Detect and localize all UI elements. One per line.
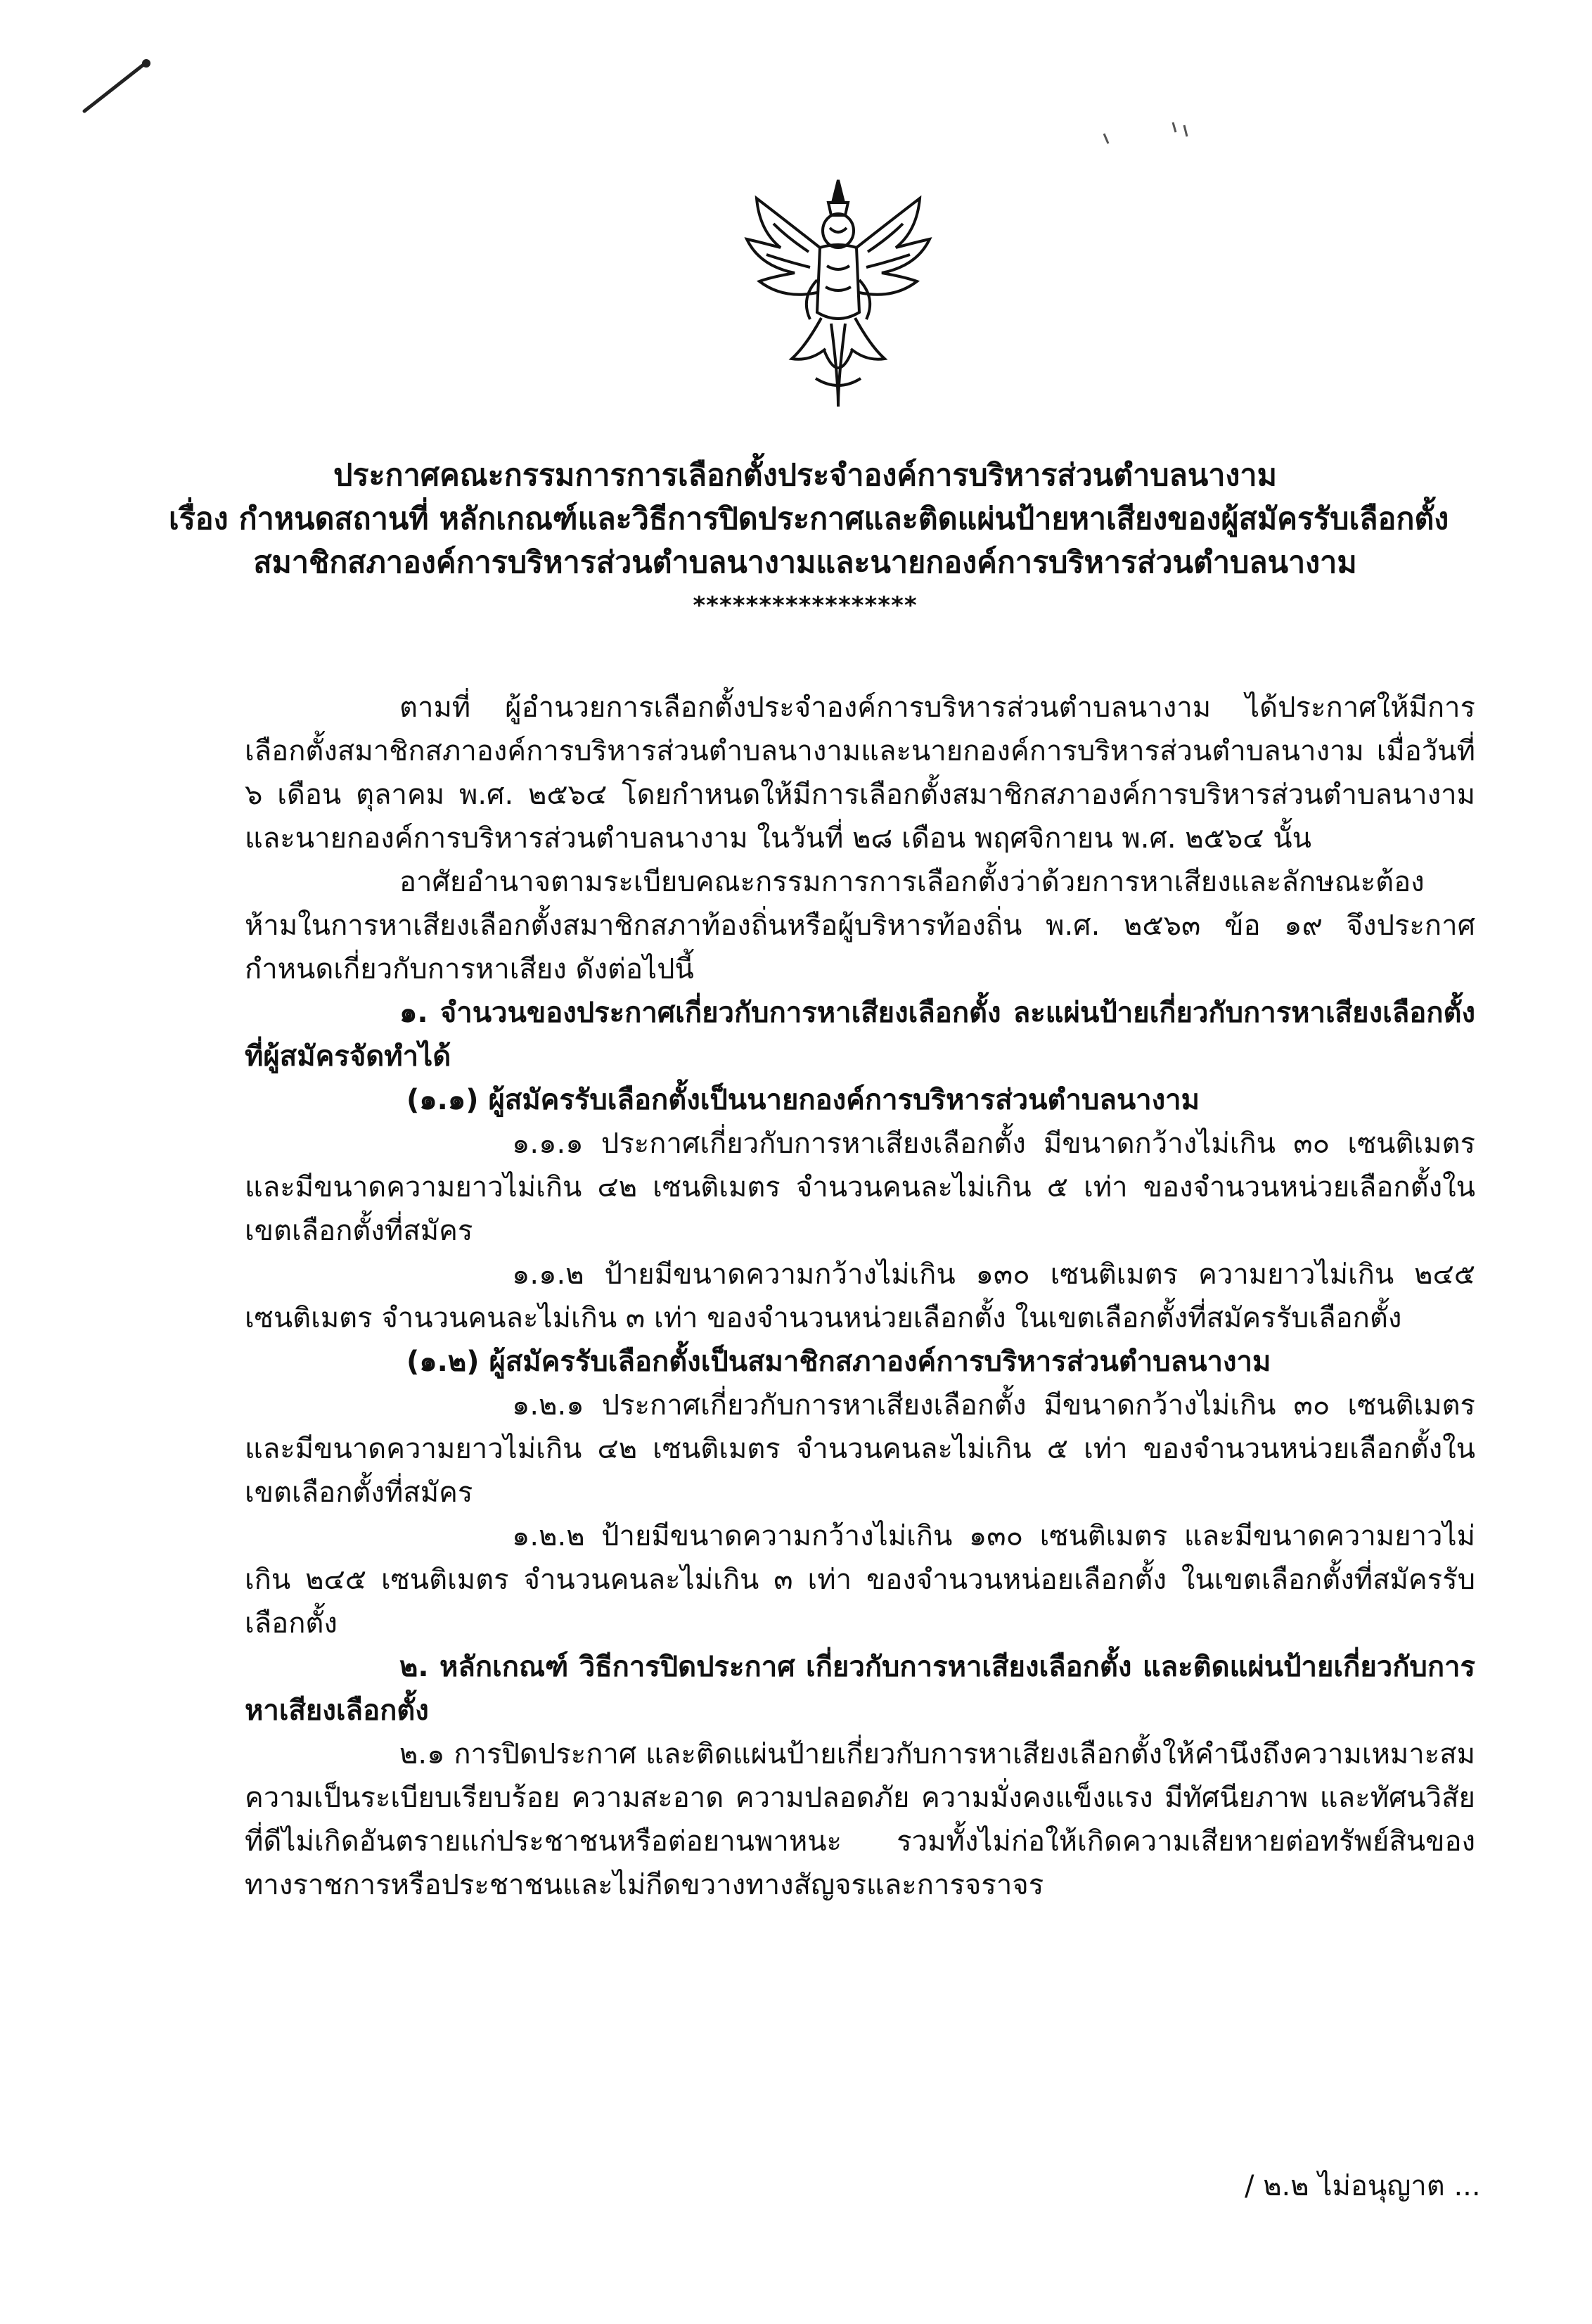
announcement-body xyxy=(245,686,1475,1907)
section-2-heading: ๒. หลักเกณฑ์ วิธีการปิดประกาศ เกี่ยวกับการหาเสียงเลือกตั้ง และติดแผ่นป้ายเกี่ยวกับการหาเสียงเลือกตั้ง xyxy=(245,1651,1475,1727)
announcement-title: ประกาศคณะกรรมการการเลือกตั้งประจำองค์การบริหารส่วนตำบลนางาม xyxy=(333,458,1277,493)
garuda-emblem-icon xyxy=(731,174,945,414)
clause-1-1-1: ๑.๑.๑ ประกาศเกี่ยวกับการหาเสียงเลือกตั้ง มีขนาดกว้างไม่เกิน ๓๐ เซนติเมตร และมีขนาดความยาวไม่เกิน ๔๒ เซนติเมตร จำนวนคนละไม่เกิน ๕ เท่า ของจำนวนหน่วยเลือกตั้งในเขตเลือกตั้งที่สมัคร xyxy=(245,1128,1475,1247)
scan-artifact-mark xyxy=(1097,113,1202,155)
clause-1-2-2: ๑.๒.๒ ป้ายมีขนาดความกว้างไม่เกิน ๑๓๐ เซนติเมตร และมีขนาดความยาวไม่เกิน ๒๔๕ เซนติเมตร จำนวนคนละไม่เกิน ๓ เท่า ของจำนวนหน่อยเลือกตั้ง ในเขตเลือกตั้งที่สมัครรับเลือกตั้ง xyxy=(245,1520,1475,1640)
announcement-subject-line-2: สมาชิกสภาองค์การบริหารส่วนตำบลนางามและนายกองค์การบริหารส่วนตำบลนางาม xyxy=(253,545,1357,580)
section-1-1-heading: (๑.๑) ผู้สมัครรับเลือกตั้งเป็นนายกองค์การบริหารส่วนตำบลนางาม xyxy=(406,1084,1200,1116)
announcement-subject-line-1: เรื่อง กำหนดสถานที่ หลักเกณฑ์และวิธีการปิดประกาศและติดแผ่นป้ายหาเสียงของผู้สมัครรับเลือกตั้ง xyxy=(169,502,1449,537)
paragraph-background: ตามที่ ผู้อำนวยการเลือกตั้งประจำองค์การบริหารส่วนตำบลนางาม ได้ประกาศให้มีการเลือกตั้งสมาชิกสภาองค์การบริหารส่วนตำบลนางามและนายกองค์การบริหารส่วนตำบลนางาม เมื่อวันที่ ๖ เดือน ตุลาคม พ.ศ. ๒๕๖๔ โดยกำหนดให้มีการเลือกตั้งสมาชิกสภาองค์การบริหารส่วนตำบลนางามและนายกองค์การบริหารส่วนตำบลนางาม ในวันที่ ๒๘ เดือน พฤศจิกายน พ.ศ. ๒๕๖๔ นั้น xyxy=(245,691,1475,855)
header-separator: ***************** xyxy=(693,592,918,620)
clause-1-1-2: ๑.๑.๒ ป้ายมีขนาดความกว้างไม่เกิน ๑๓๐ เซนติเมตร ความยาวไม่เกิน ๒๔๕ เซนติเมตร จำนวนคนละไม่เกิน ๓ เท่า ของจำนวนหน่วยเลือกตั้ง ในเขตเลือกตั้งที่สมัครรับเลือกตั้ง xyxy=(245,1258,1475,1334)
section-1-heading: ๑. จำนวนของประกาศเกี่ยวกับการหาเสียงเลือกตั้ง ละแผ่นป้ายเกี่ยวกับการหาเสียงเลือกตั้งที่ผู้สมัครจัดทำได้ xyxy=(245,997,1475,1073)
page-continuation: / ๒.๒ ไม่อนุญาต ... xyxy=(1245,2170,1481,2202)
pen-scribble-mark xyxy=(79,55,156,118)
section-1-2-heading: (๑.๒) ผู้สมัครรับเลือกตั้งเป็นสมาชิกสภาองค์การบริหารส่วนตำบลนางาม xyxy=(406,1346,1271,1378)
clause-2-1: ๒.๑ การปิดประกาศ และติดแผ่นป้ายเกี่ยวกับการหาเสียงเลือกตั้งให้คำนึงถึงความเหมาะสมความเป็นระเบียบเรียบร้อย ความสะอาด ความปลอดภัย ความมั่งคงแข็งแรง มีทัศนียภาพ และทัศนวิสัยที่ดีไม่เกิดอันตรายแก่ประชาชนหรือต่อยานพาหนะ รวมทั้งไม่ก่อให้เกิดความเสียหายต่อทรัพย์สินของทางราชการหรือประชาชนและไม่กีดขวางทางสัญจรและการจราจร xyxy=(245,1738,1475,1901)
clause-1-2-1: ๑.๒.๑ ประกาศเกี่ยวกับการหาเสียงเลือกตั้ง มีขนาดกว้างไม่เกิน ๓๐ เซนติเมตร และมีขนาดความยาวไม่เกิน ๔๒ เซนติเมตร จำนวนคนละไม่เกิน ๕ เท่า ของจำนวนหน่วยเลือกตั้งในเขตเลือกตั้งที่สมัคร xyxy=(245,1389,1475,1509)
paragraph-authority: อาศัยอำนาจตามระเบียบคณะกรรมการการเลือกตั้งว่าด้วยการหาเสียงและลักษณะต้องห้ามในการหาเสียงเลือกตั้งสมาชิกสภาท้องถิ่นหรือผู้บริหารท้องถิ่น พ.ศ. ๒๕๖๓ ข้อ ๑๙ จึงประกาศกำหนดเกี่ยวกับการหาเสียง ดังต่อไปนี้ xyxy=(245,866,1475,985)
announcement-header xyxy=(169,454,1449,620)
